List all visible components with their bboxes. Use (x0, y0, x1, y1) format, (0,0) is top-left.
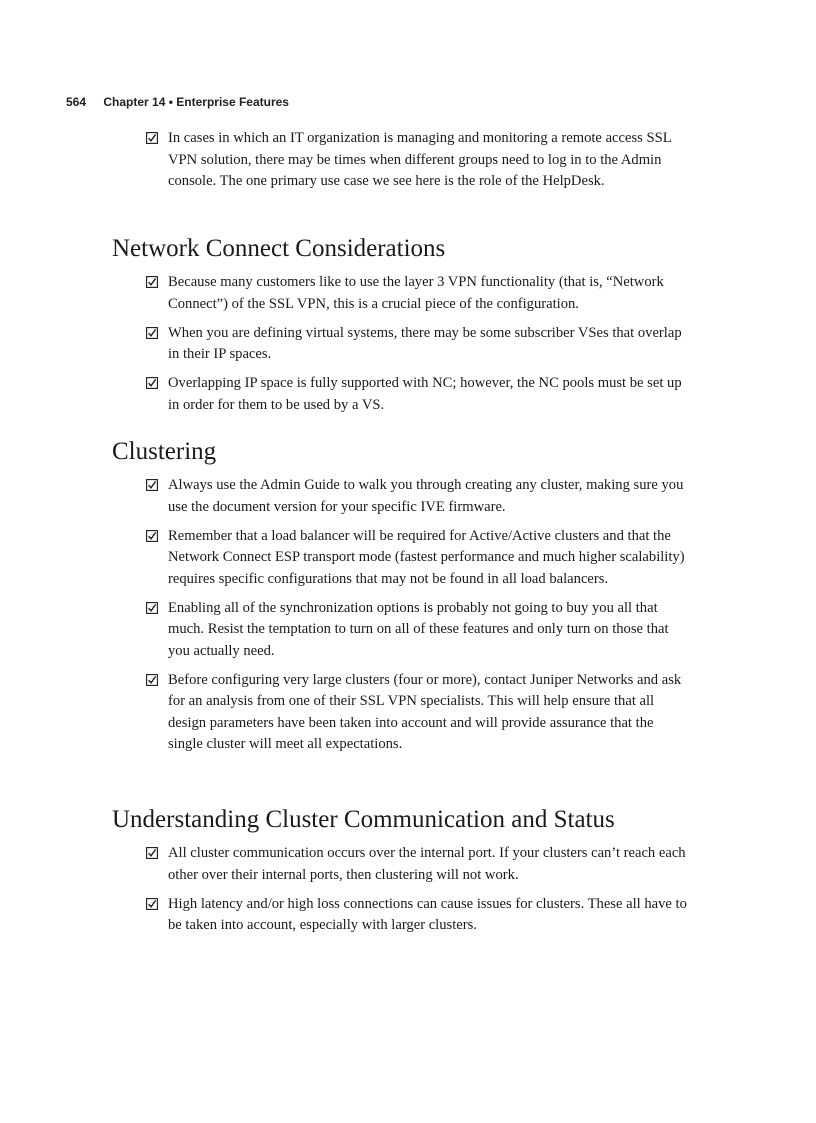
cluster-communication-bullet-list (112, 843, 692, 937)
checkbox-icon (146, 276, 158, 288)
network-connect-section (112, 234, 692, 424)
bullet-text: Always use the Admin Guide to walk you through creating any cluster, making sure you use the document version for your specific IVE firmware. (168, 477, 684, 515)
list-item (112, 670, 688, 756)
checkbox-icon (146, 377, 158, 389)
list-item (112, 323, 688, 366)
list-item (112, 526, 688, 591)
bullet-text: High latency and/or high loss connections can cause issues for clusters. These all have to be taken into account, especially with larger clusters. (168, 895, 687, 933)
checkbox-icon (146, 327, 158, 339)
intro-section (112, 128, 692, 200)
list-item (112, 475, 688, 518)
chapter-title: Chapter 14 • Enterprise Features (103, 95, 289, 109)
section-heading: Understanding Cluster Communication and Status (112, 806, 615, 833)
intro-bullet-list (112, 128, 692, 193)
bullet-text: Before configuring very large clusters (four or more), contact Juniper Networks and ask for an analysis from one of their SSL VPN specialists. This will help ensure that all design parameters have been taken into account and will provide assurance that the single cluster will meet all expectations. (168, 671, 682, 752)
bullet-text: Enabling all of the synchronization options is probably not going to buy you all that much. Resist the temptation to turn on all of these features and only turn on those that you actually need. (168, 599, 669, 659)
checkbox-icon (146, 847, 158, 859)
checkbox-icon (146, 479, 158, 491)
checkbox-icon (146, 132, 158, 144)
bullet-text: Remember that a load balancer will be required for Active/Active clusters and that the Network Connect ESP transport mode (fastest performance and much higher scalability) requires specific configurations that may not be found in all load balancers. (168, 527, 685, 587)
checkbox-icon (146, 898, 158, 910)
bullet-text: Because many customers like to use the layer 3 VPN functionality (that is, “Network Connect”) of the SSL VPN, this is a crucial piece of the configuration. (168, 274, 664, 312)
section-heading: Network Connect Considerations (112, 235, 446, 262)
list-item (112, 373, 688, 416)
list-item (112, 843, 688, 886)
bullet-text: When you are defining virtual systems, there may be some subscriber VSes that overlap in their IP spaces. (168, 324, 682, 362)
clustering-section (112, 437, 692, 763)
list-item (112, 272, 688, 315)
list-item (112, 128, 688, 193)
bullet-text: In cases in which an IT organization is managing and monitoring a remote access SSL VPN solution, there may be times when different groups need to log in to the Admin console. The one primary use case we see here is the role of the HelpDesk. (168, 130, 672, 189)
running-header (66, 95, 289, 109)
list-item (112, 894, 688, 937)
network-connect-bullet-list (112, 272, 692, 416)
clustering-bullet-list (112, 475, 692, 756)
cluster-communication-section (112, 805, 692, 944)
checkbox-icon (146, 530, 158, 542)
bullet-text: All cluster communication occurs over the internal port. If your clusters can’t reach each other over their internal ports, then clustering will not work. (168, 845, 686, 883)
bullet-text: Overlapping IP space is fully supported with NC; however, the NC pools must be set up in order for them to be used by a VS. (168, 375, 682, 413)
page-number: 564 (66, 95, 87, 109)
checkbox-icon (146, 602, 158, 614)
list-item (112, 598, 688, 663)
checkbox-icon (146, 674, 158, 686)
section-heading: Clustering (112, 438, 217, 465)
